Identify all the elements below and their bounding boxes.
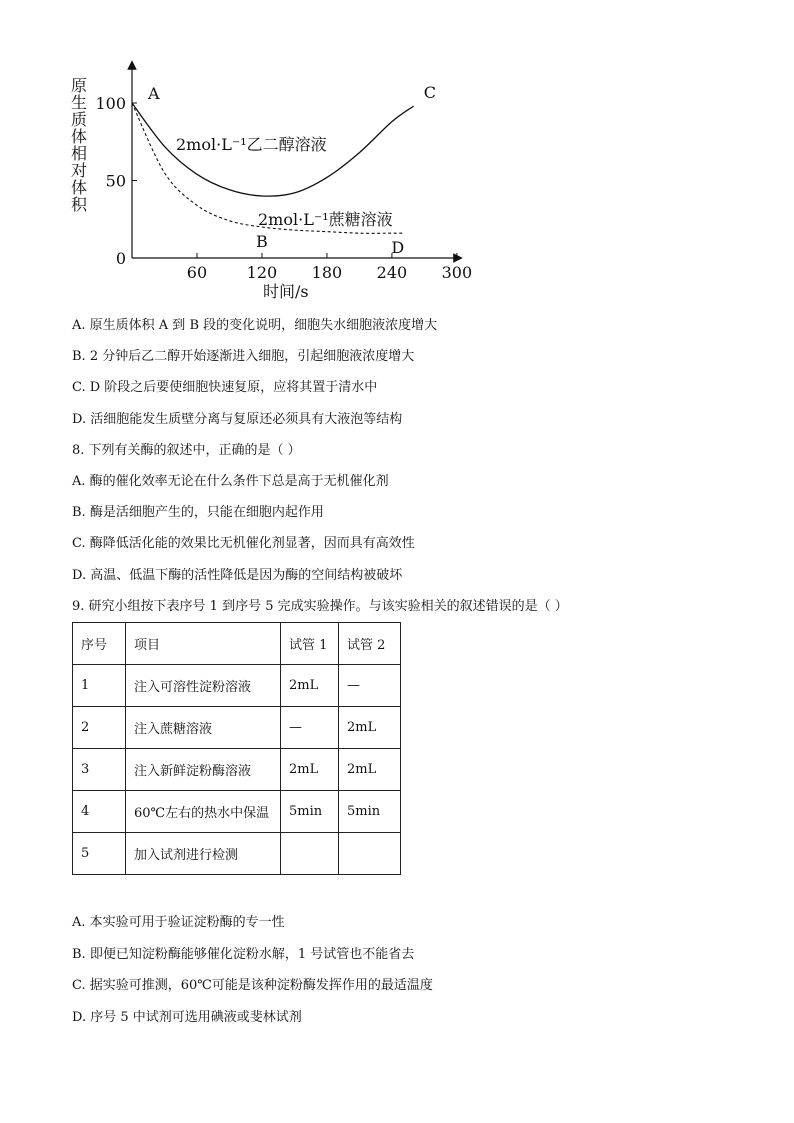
- table-cell: 注入可溶性淀粉溶液: [126, 665, 281, 707]
- table-cell: 加入试剂进行检测: [126, 833, 281, 875]
- table-row: [73, 707, 401, 749]
- point-label-c: C: [423, 83, 436, 103]
- q9-option-c: C. 据实验可推测，60℃可能是该种淀粉酶发挥作用的最适温度: [72, 978, 433, 993]
- x-tick-label: 60: [186, 263, 208, 282]
- table-cell: —: [339, 665, 401, 707]
- table-header-row: [73, 623, 401, 665]
- q8-option-a: A. 酶的催化效率无论在什么条件下总是高于无机催化剂: [72, 474, 389, 489]
- table-cell: 2mL: [339, 707, 401, 749]
- experiment-table: [72, 622, 401, 875]
- q9-stem: 9. 研究小组按下表序号 1 到序号 5 完成实验操作。与该实验相关的叙述错误的是（ ）: [72, 599, 568, 614]
- table-cell: 5min: [339, 791, 401, 833]
- point-label-a: A: [148, 84, 160, 103]
- x-tick-label: 240: [376, 263, 408, 282]
- table-cell: 2mL: [281, 749, 339, 791]
- q7-option-d: D. 活细胞能发生质壁分离与复原还必须具有大液泡等结构: [72, 412, 403, 427]
- q9-option-d: D. 序号 5 中试剂可选用碘液或斐林试剂: [72, 1010, 302, 1025]
- table-cell: 4: [73, 791, 126, 833]
- table-cell: 5: [73, 833, 126, 875]
- table-row: [73, 833, 401, 875]
- table-cell: 5min: [281, 791, 339, 833]
- point-label-b: B: [255, 232, 268, 251]
- q8-option-b: B. 酶是活细胞产生的，只能在细胞内起作用: [72, 505, 324, 520]
- table-cell: [339, 833, 401, 875]
- series-label-sucrose: 2mol·L⁻¹蔗糖溶液: [258, 210, 393, 229]
- q7-option-c: C. D 阶段之后要使细胞快速复原，应将其置于清水中: [72, 380, 378, 395]
- table-cell: 2: [73, 707, 126, 749]
- q7-option-b: B. 2 分钟后乙二醇开始逐渐进入细胞，引起细胞液浓度增大: [72, 349, 415, 364]
- table-header-cell: 试管 1: [281, 623, 339, 665]
- y-tick-label: 0: [115, 249, 126, 268]
- series-label-ethylene-glycol: 2mol·L⁻¹乙二醇溶液: [176, 135, 327, 154]
- y-tick-label: 100: [95, 94, 126, 113]
- q9-option-b: B. 即便已知淀粉酶能够催化淀粉水解，1 号试管也不能省去: [72, 947, 415, 962]
- table-row: [73, 665, 401, 707]
- q8-option-c: C. 酶降低活化能的效果比无机催化剂显著，因而具有高效性: [72, 536, 415, 551]
- table-cell: —: [281, 707, 339, 749]
- y-tick-label: 50: [105, 171, 126, 191]
- q8-stem: 8. 下列有关酶的叙述中，正确的是（ ）: [72, 443, 301, 458]
- table-cell: 60℃左右的热水中保温: [126, 791, 281, 833]
- table-cell: 3: [73, 749, 126, 791]
- x-axis-label: 时间/s: [263, 282, 309, 301]
- table-row: [73, 791, 401, 833]
- table-cell: [281, 833, 339, 875]
- table-cell: 注入蔗糖溶液: [126, 707, 281, 749]
- table-cell: 1: [73, 665, 126, 707]
- point-label-d: D: [391, 238, 405, 258]
- x-tick-label: 300: [441, 263, 473, 282]
- table-row: [73, 749, 401, 791]
- q7-option-a: A. 原生质体积 A 到 B 段的变化说明，细胞失水细胞液浓度增大: [72, 318, 438, 333]
- q8-option-d: D. 高温、低温下酶的活性降低是因为酶的空间结构被破坏: [72, 568, 403, 583]
- table-cell: 2mL: [281, 665, 339, 707]
- q9-option-a: A. 本实验可用于验证淀粉酶的专一性: [72, 915, 285, 930]
- volume-time-chart: [60, 55, 480, 305]
- y-axis-label: 原生质体相对体积: [68, 77, 88, 213]
- table-header-cell: 项目: [126, 623, 281, 665]
- table-header-cell: 试管 2: [339, 623, 401, 665]
- table-cell: 2mL: [339, 749, 401, 791]
- table-cell: 注入新鲜淀粉酶溶液: [126, 749, 281, 791]
- table-header-cell: 序号: [73, 623, 126, 665]
- x-tick-label: 180: [311, 263, 343, 282]
- x-tick-label: 120: [246, 263, 278, 282]
